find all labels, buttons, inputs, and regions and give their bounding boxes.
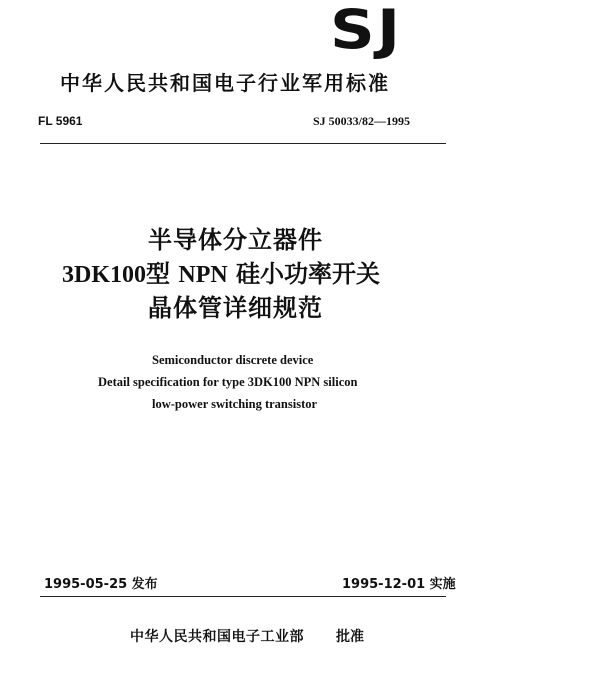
- title-cn-line2: [62, 258, 380, 291]
- title-cn-npn: NPN: [178, 262, 228, 288]
- title-en-line3: low-power switching transistor: [152, 397, 318, 411]
- title-cn-line3: 晶体管详细规范: [148, 294, 323, 322]
- footer-divider: [40, 596, 446, 597]
- classification-code: FL 5961: [38, 114, 83, 128]
- standard-number: SJ 50033/82—1995: [313, 114, 411, 128]
- title-en-line1: Semiconductor discrete device: [152, 353, 314, 367]
- issue-date: 1995-05-25 发布: [44, 577, 158, 592]
- title-cn-model: 3DK100: [62, 262, 146, 288]
- title-cn-line1: 半导体分立器件: [148, 226, 323, 254]
- title-en-line2: Detail specification for type 3DK100 NPN silicon: [98, 375, 358, 389]
- header-divider: [40, 143, 446, 144]
- sj-logo: SJ: [330, 0, 403, 61]
- approval-label: 批准: [336, 629, 364, 645]
- effective-date: 1995-12-01 实施: [342, 577, 456, 592]
- standard-category: 中华人民共和国电子行业军用标准: [60, 71, 390, 95]
- title-cn-type-char: 型: [146, 260, 170, 288]
- approving-authority: 中华人民共和国电子工业部: [130, 629, 304, 645]
- title-cn-rest: 硅小功率开关: [236, 260, 381, 288]
